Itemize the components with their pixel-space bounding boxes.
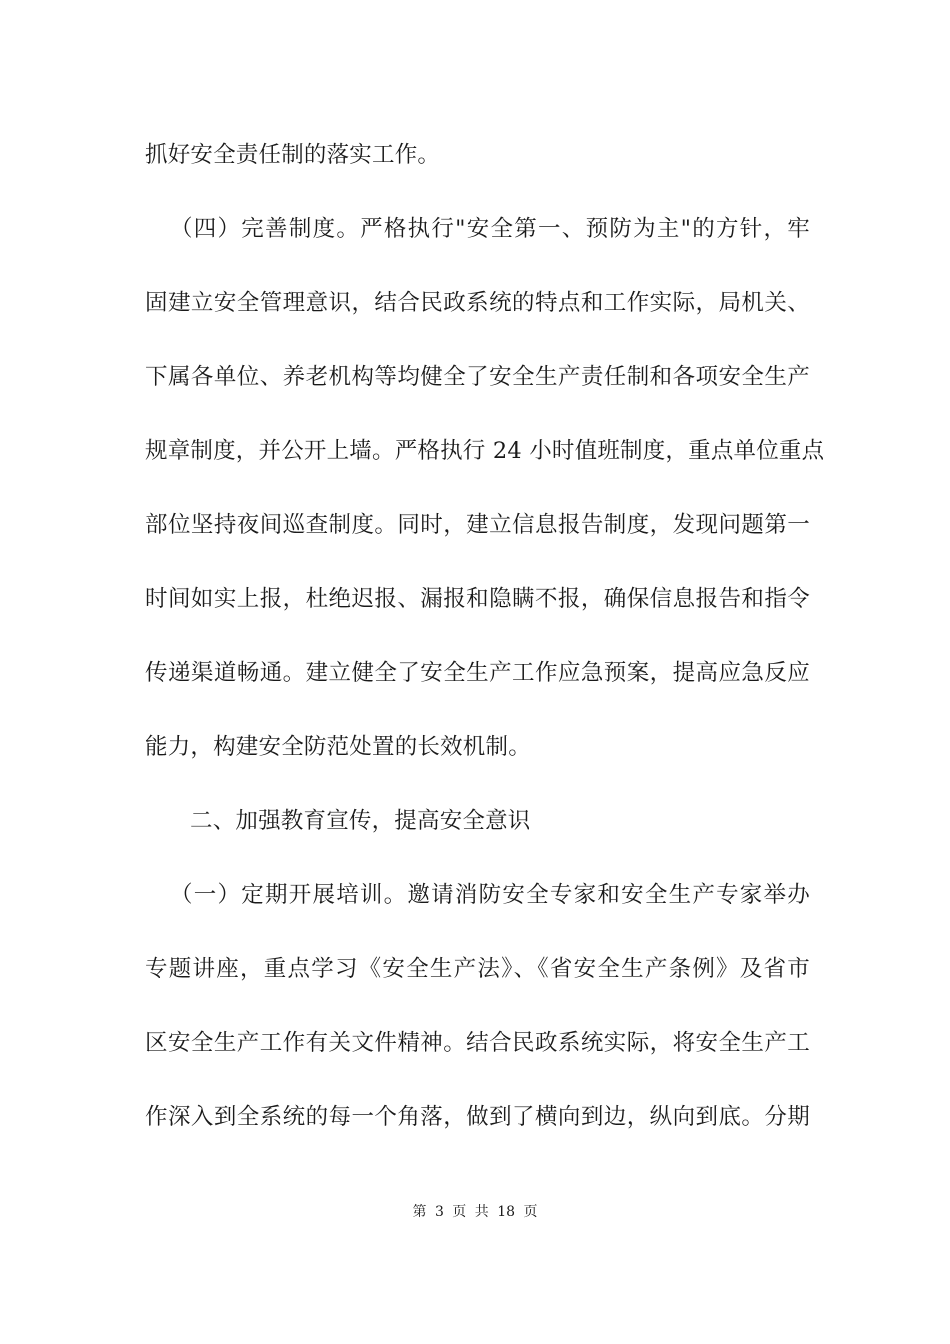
section-heading: 二、加强教育宣传，提高安全意识 (190, 808, 531, 834)
page-footer: 第 3 页 共 18 页 (412, 1204, 538, 1220)
text-line-14: 作深入到全系统的每一个角落，做到了横向到边，纵向到底。分期 (145, 1104, 810, 1130)
text-line-5: 规章制度，并公开上墙。严格执行 24 小时值班制度，重点单位重点 (145, 438, 825, 464)
text-line-9: 能力，构建安全防范处置的长效机制。 (145, 734, 531, 760)
text-line-13: 区安全生产工作有关文件精神。结合民政系统实际，将安全生产工 (145, 1030, 810, 1056)
text-line-12: 专题讲座，重点学习《安全生产法》、《省安全生产条例》及省市 (145, 956, 810, 982)
text-line-2: （四）完善制度。严格执行"安全第一、预防为主"的方针，牢 (170, 216, 810, 242)
text-line-1: 抓好安全责任制的落实工作。 (145, 142, 441, 168)
text-line-7: 时间如实上报，杜绝迟报、漏报和隐瞒不报，确保信息报告和指令 (145, 586, 810, 612)
text-line-3: 固建立安全管理意识，结合民政系统的特点和工作实际，局机关、 (145, 290, 810, 316)
text-line-4: 下属各单位、养老机构等均健全了安全生产责任制和各项安全生产 (145, 364, 810, 390)
text-line-8: 传递渠道畅通。建立健全了安全生产工作应急预案，提高应急反应 (145, 660, 810, 686)
text-line-6: 部位坚持夜间巡查制度。同时，建立信息报告制度，发现问题第一 (145, 512, 810, 538)
text-line-11: （一）定期开展培训。邀请消防安全专家和安全生产专家举办 (170, 882, 810, 908)
